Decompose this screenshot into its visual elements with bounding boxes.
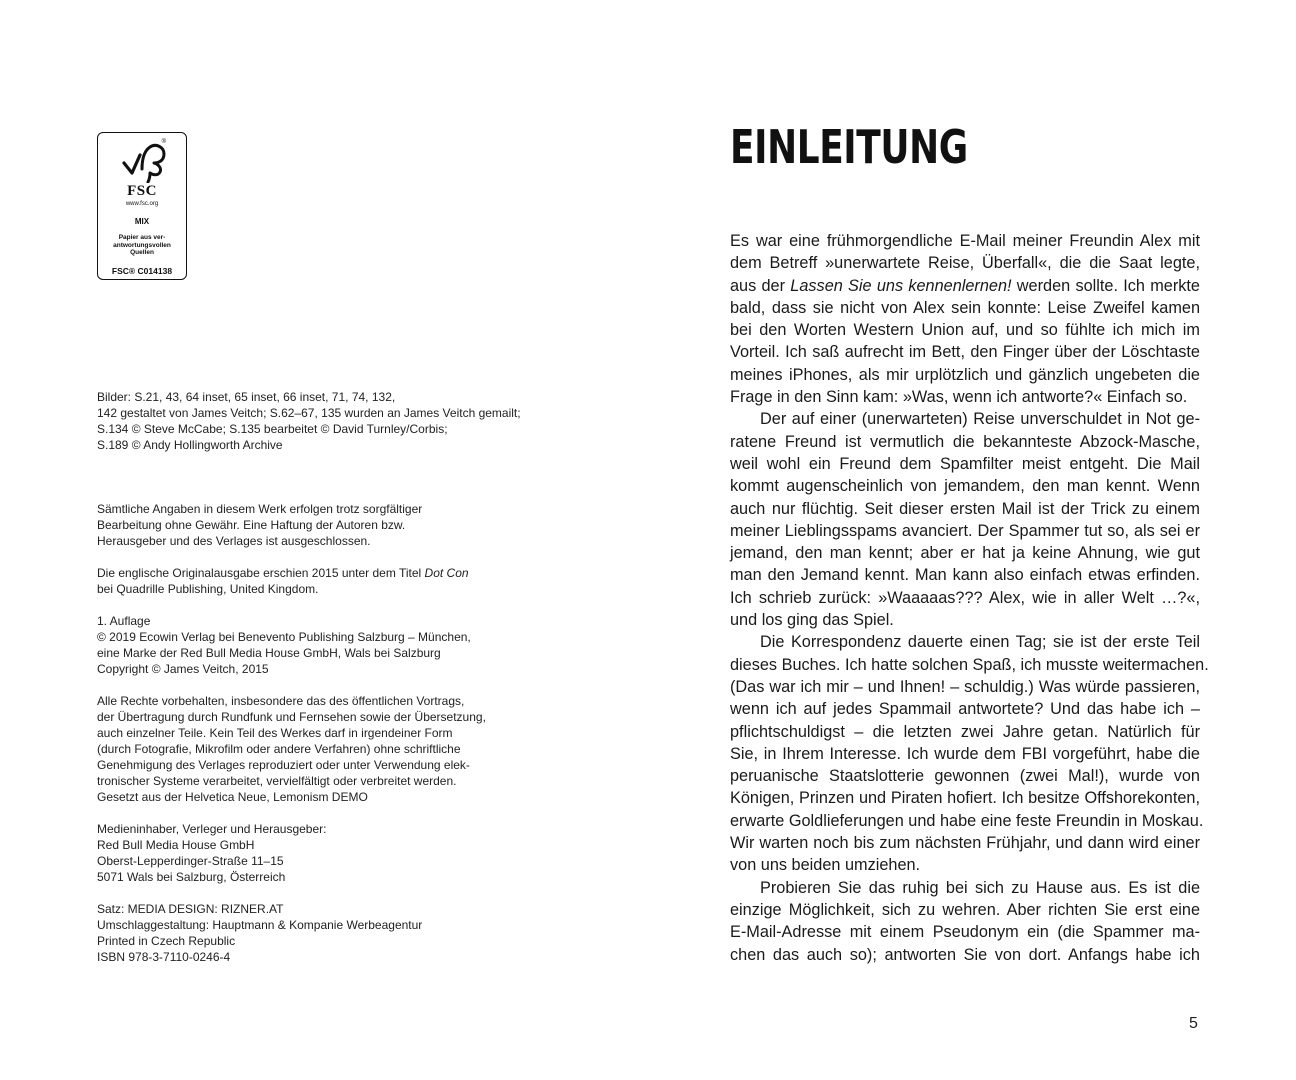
fsc-description: Papier aus ver- antwortungsvollen Quellen [113, 234, 171, 256]
chapter-body [730, 230, 1209, 966]
fsc-url: www.fsc.org [125, 201, 159, 207]
rights-notice: Alle Rechte vorbehalten, insbesondere das des öffentlichen Vortrags, der Übertragung durch Rundfunk und Fernsehen sowie der Übersetzung, auch einzelner Teile. Kein Teil des Werkes darf in irgendeiner Form (durch Fotografie, Mikrofilm oder andere Verfahren) ohne schriftliche Genehmigung des Verlages reproduziert oder unter Verwendung elek- tronischer Systeme verarbeitet, vervielfältigt oder verbreitet werden. Gesetzt aus der Helvetica Neue, Lemonism DEMO [97, 694, 486, 804]
text-line: meiner Lieblingsspams avanciert. Der Spammer tut so, als sei er [730, 521, 1200, 540]
text-line: Der auf einer (unerwarteten) Reise unverschuldet in Not ge- [760, 410, 1200, 429]
text-line: peruanische Staatslotterie gewonnen (zwei Mal!), wurde von [730, 767, 1200, 786]
text-line: ratene Freund ist vermutlich die bekannteste Abzock-Masche, [730, 432, 1200, 451]
text-line: Ich schrieb zurück: »Waaaaas??? Alex, wie in aller Welt …?«, [730, 588, 1200, 607]
text-line: jemand, den man kennt; aber er hat ja keine Ahnung, wie gut [730, 544, 1200, 563]
text-line: chen das auch so); antworten Sie von dort. Anfangs habe ich [730, 945, 1200, 964]
page-number: 5 [1189, 1015, 1198, 1032]
text-line: Probieren Sie das ruhig bei sich zu Hause aus. Es ist die [760, 878, 1200, 897]
original-title: Dot Con [424, 566, 469, 580]
text-line: (Das war ich mir – und Ihnen! – schuldig.) Was würde passieren, [730, 677, 1200, 696]
text-line: Es war eine frühmorgendliche E-Mail meiner Freundin Alex mit [730, 232, 1200, 250]
text-line: Wir warten noch bis zum nächsten Frühjahr, und dann wird einer [730, 834, 1200, 853]
text-line: aus der Lassen Sie uns kennenlernen! werden sollte. Ich merkte [730, 276, 1200, 295]
chapter-title: EINLEITUNG [730, 120, 968, 174]
text-line: dem Betreff »unerwartete Reise, Überfall«, die die Saat legte, [730, 254, 1200, 273]
disclaimer: Sämtliche Angaben in diesem Werk erfolgen trotz sorgfältiger Bearbeitung ohne Gewähr. Eine Haftung der Autoren bzw. Herausgeber und des Verlages ist ausgeschlossen. [97, 502, 423, 548]
text-line: Die Korrespondenz dauerte einen Tag; sie ist der erste Teil [760, 633, 1200, 652]
text-line: einzige Möglichkeit, sich zu wehren. Aber richten Sie erst eine [730, 900, 1200, 919]
text-line: Frage in den Sinn kam: »Was, wenn ich antworte?« Einfach so. [730, 388, 1188, 407]
production-info: Satz: MEDIA DESIGN: RIZNER.AT Umschlaggestaltung: Hauptmann & Kompanie Werbeagentur Printed in Czech Republic ISBN 978-3-7110-0246-4 [97, 902, 423, 964]
text-line: Vorteil. Ich saß aufrecht im Bett, den Finger über der Löschtaste [730, 343, 1200, 362]
text-line: bald, dass sie nicht von Alex sein konnte: Leise Zweifel kamen [730, 298, 1200, 317]
text-line: weil wohl ein Freund dem Spamfilter meist entgeht. Die Mail [730, 454, 1200, 473]
fsc-registered-mark: ® [161, 139, 166, 145]
text-line: Sie, in Ihrem Interesse. Ich wurde dem FBI vorgeführt, habe die [730, 744, 1200, 763]
text-line: wenn ich auf jedes Spammail antwortete? Und das habe ich – [730, 700, 1200, 719]
text-line: bei den Worten Western Union auf, und so fühlte ich mich im [730, 321, 1200, 340]
text-line: Königen, Prinzen und Piraten hofiert. Ich besitze Offshorekonten, [730, 789, 1200, 808]
text-line: E-Mail-Adresse mit einem Pseudonym ein (die Spammer ma- [730, 923, 1200, 942]
text-line: dieses Buches. Ich hatte solchen Spaß, ich musste weitermachen. [730, 655, 1209, 674]
right-page [648, 0, 1296, 1080]
publisher-info: Medieninhaber, Verleger und Herausgeber: Red Bull Media House GmbH Oberst-Lepperdinger-Straße 11–15 5071 Wals bei Salzburg, Österreich [97, 822, 327, 884]
text-line: erwarte Goldlieferungen und habe eine feste Freundin in Moskau. [730, 811, 1204, 830]
fsc-logo [97, 132, 187, 280]
text-line: man den Jemand kennt. Man kann also einfach etwas erfinden. [730, 566, 1200, 585]
fsc-license-code: FSC® C014138 [111, 266, 173, 276]
image-credits: Bilder: S.21, 43, 64 inset, 65 inset, 66 inset, 71, 74, 132, 142 gestaltet von James Veitch; S.62–67, 135 wurden an James Veitch gemailt; S.134 © Steve McCabe; S.135 bearbeitet © David Turnley/Corbis; S.189 © Andy Hollingworth Archive [97, 390, 521, 452]
fsc-tree-icon [120, 141, 168, 183]
edition-copyright: 1. Auflage © 2019 Ecowin Verlag bei Benevento Publishing Salzburg – München, eine Marke der Red Bull Media House GmbH, Wals bei Salzburg Copyright © James Veitch, 2015 [97, 614, 471, 676]
text-line: pflichtschuldigst – die letzten zwei Jahre getan. Natürlich für [730, 722, 1200, 741]
text-line: und los ging das Spiel. [730, 611, 894, 630]
text-line: von uns beiden umziehen. [730, 856, 921, 875]
original-edition-note: Die englische Originalausgabe erschien 2015 unter dem Titel Dot Con bei Quadrille Publishing, United Kingdom. [97, 566, 469, 596]
italic-phrase: Lassen Sie uns kennenlernen! [790, 276, 1012, 295]
text-line: auch nur flüchtig. Seit dieser ersten Mail ist der Trick zu einem [730, 499, 1200, 518]
text-line: kommt augenscheinlich von jemandem, den man kennt. Wenn [730, 477, 1200, 496]
text-line: meines iPhones, als mir urplötzlich und gänzlich ungebeten die [730, 365, 1200, 384]
fsc-name: FSC [127, 183, 157, 199]
fsc-mix-label: MIX [134, 217, 150, 226]
